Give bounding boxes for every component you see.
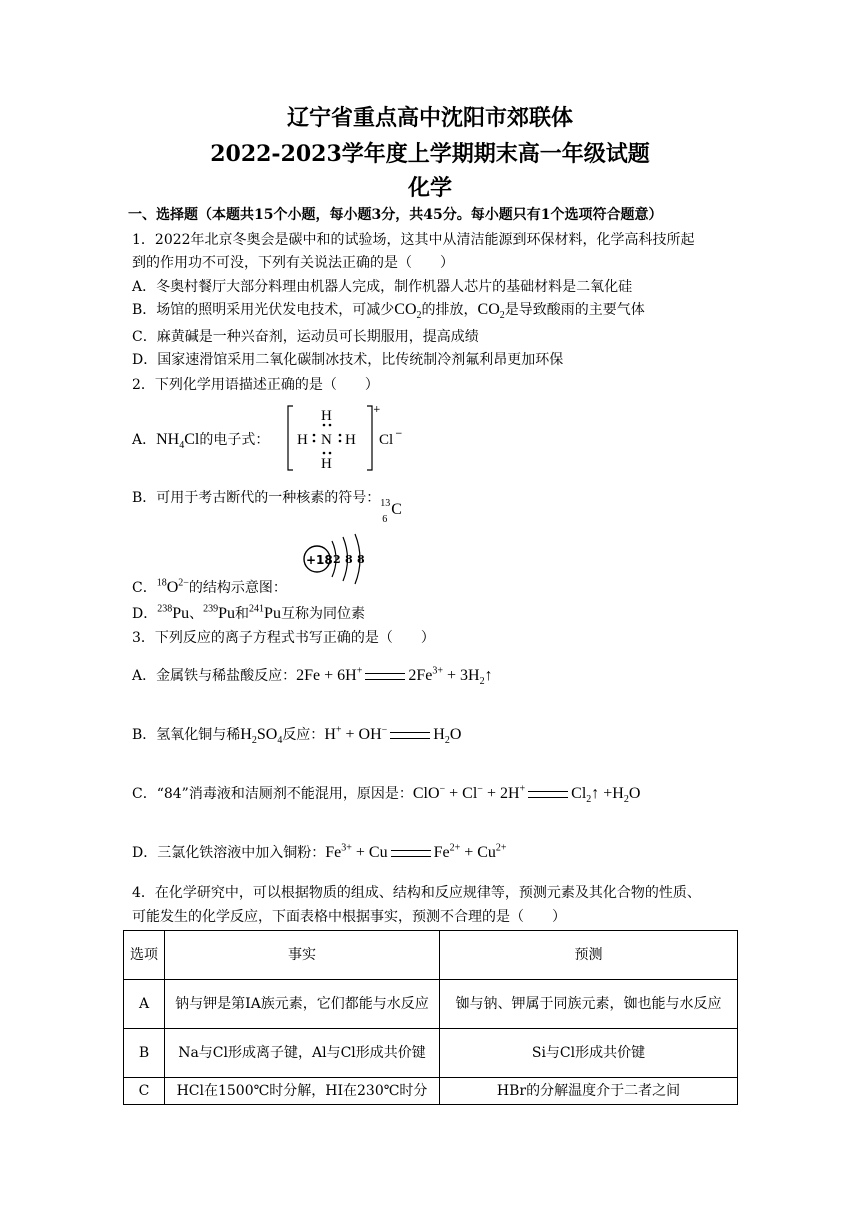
shell-3-electrons: 8 bbox=[357, 553, 365, 566]
h-atom-right: H bbox=[345, 432, 356, 448]
electron-formula-diagram bbox=[285, 404, 413, 472]
cl-ion: Cl bbox=[379, 432, 394, 448]
q3-option-b: B．氢氧化铜与稀$H_2SO_4$反应：H+ + OH− $H_2O$ bbox=[132, 724, 462, 747]
n-atom: N bbox=[321, 432, 332, 448]
pu-241: $^{241}$Pu bbox=[249, 603, 281, 622]
shell-1-electrons: 2 bbox=[333, 553, 341, 566]
row-option: C bbox=[124, 1078, 165, 1105]
shell-2-electrons: 8 bbox=[345, 553, 353, 566]
header-option: 选项 bbox=[124, 931, 165, 980]
q2-option-d: D．$^{238}$Pu、$^{239}$Pu和$^{241}$Pu互称为同位素 bbox=[132, 603, 365, 622]
header-fact: 事实 bbox=[165, 931, 440, 980]
q3-option-c: C．“84”消毒液和洁厕剂不能混用，原因是：ClO− + Cl− + 2H+ $Cl_2↑ +H_2O$ bbox=[132, 783, 641, 806]
row-fact: 钠与钾是第ⅠA族元素，它们都能与水反应 bbox=[165, 980, 440, 1029]
table-row bbox=[124, 1078, 738, 1105]
subject-title: 化学 bbox=[407, 175, 452, 201]
q4-stem-line-1: 4．在化学研究中，可以根据物质的组成、结构和反应规律等，预测元素及其化合物的性质、 bbox=[132, 885, 701, 901]
co2-formula: $CO_2$ bbox=[394, 301, 422, 322]
table-row bbox=[124, 980, 738, 1029]
nucleus-label: +18 bbox=[306, 553, 333, 567]
q1-b-mid: 的排放， bbox=[421, 302, 478, 318]
q1-b-pre: B．场馆的照明采用光伏发电技术，可减少 bbox=[132, 302, 395, 318]
q1-b-post: 是导致酸雨的主要气体 bbox=[504, 302, 645, 318]
equation-d: $Fe^{3+} + Cu$ $Fe^{2+} + Cu^{2+}$ bbox=[325, 842, 507, 861]
row-fact: Na与Cl形成离子键，Al与Cl形成共价键 bbox=[165, 1029, 440, 1078]
nh4cl-formula: $NH_4Cl$ bbox=[156, 431, 200, 452]
row-prediction: Si与Cl形成共价键 bbox=[440, 1029, 738, 1078]
table-header-row bbox=[124, 931, 738, 980]
equation-c: ClO− + Cl− + 2H+ $Cl_2↑ +H_2O$ bbox=[412, 783, 641, 806]
h-atom-top: H bbox=[321, 408, 332, 424]
row-option: A bbox=[124, 980, 165, 1029]
row-option: B bbox=[124, 1029, 165, 1078]
q3-option-a: A．金属铁与稀盐酸反应：2Fe + 6H+ $2Fe^{3+}$ + $3H_2↑$ bbox=[132, 665, 493, 688]
q2-stem: 2．下列化学用语描述正确的是（ ） bbox=[132, 377, 379, 393]
q1-option-a: A．冬奥村餐厅大部分料理由机器人完成，制作机器人芯片的基础材料是二氧化硅 bbox=[132, 279, 633, 295]
q3-stem: 3．下列反应的离子方程式书写正确的是（ ） bbox=[132, 630, 435, 646]
h-atom-left: H bbox=[297, 432, 308, 448]
equation-a: 2Fe + 6H+ $2Fe^{3+}$ + $3H_2↑$ bbox=[296, 665, 493, 688]
header-prediction: 预测 bbox=[440, 931, 738, 980]
h-atom-bottom: H bbox=[321, 456, 332, 472]
q2-option-c: C．$^{18}O^{2-}$的结构示意图： bbox=[132, 577, 287, 596]
row-fact: HCl在1500℃时分解，HI在230℃时分 bbox=[165, 1078, 440, 1105]
q1-option-d: D．国家速滑馆采用二氧化碳制冰技术，比传统制冷剂氟利昂更加环保 bbox=[132, 352, 564, 368]
q1-stem-line-1: 1．2022年北京冬奥会是碳中和的试验场，这其中从清洁能源到环保材料，化学高科技所起 bbox=[132, 232, 695, 248]
q1-option-b bbox=[132, 300, 732, 320]
h2so4-formula: $H_2SO_4$ bbox=[240, 726, 283, 747]
title-line-2: 2022-2023学年度上学期期末高一年级试题 bbox=[210, 141, 650, 167]
equation-b: H+ + OH− $H_2O$ bbox=[324, 724, 462, 747]
title-line-1: 辽宁省重点高中沈阳市郊联体 bbox=[286, 105, 573, 131]
q1-option-c: C．麻黄碱是一种兴奋剂，运动员可长期服用，提高成绩 bbox=[132, 329, 479, 345]
q2-option-b: B．可用于考古断代的一种核素的符号： 13 6 C bbox=[132, 490, 402, 525]
row-prediction: 铷与钠、钾属于同族元素，铷也能与水反应 bbox=[440, 980, 738, 1029]
section-heading: 一、选择题（本题共15个小题，每小题3分，共45分。每小题只有1个选项符合题意） bbox=[128, 207, 663, 223]
q4-stem-line-2: 可能发生的化学反应，下面表格中根据事实，预测不合理的是（ ） bbox=[132, 909, 566, 925]
pu-238: $^{238}$Pu bbox=[157, 603, 190, 622]
facts-prediction-table bbox=[123, 930, 738, 1105]
o18-ion: $^{18}O^{2-}$ bbox=[156, 577, 189, 596]
q1-stem-line-2: 到的作用功不可没，下列有关说法正确的是（ ） bbox=[132, 255, 454, 271]
row-prediction: HBr的分解温度介于二者之间 bbox=[440, 1078, 738, 1105]
table-row bbox=[124, 1029, 738, 1078]
q3-option-d: D．三氯化铁溶液中加入铜粉：$Fe^{3+} + Cu$ $Fe^{2+} + Cu^{2+}$ bbox=[132, 842, 507, 861]
q2-option-a: A．$NH_4Cl$的电子式： bbox=[132, 431, 270, 452]
cl-charge: − bbox=[395, 429, 403, 439]
cation-charge: + bbox=[373, 405, 381, 415]
pu-239: $^{239}$Pu bbox=[203, 603, 236, 622]
co2-formula: $CO_2$ bbox=[477, 301, 505, 322]
